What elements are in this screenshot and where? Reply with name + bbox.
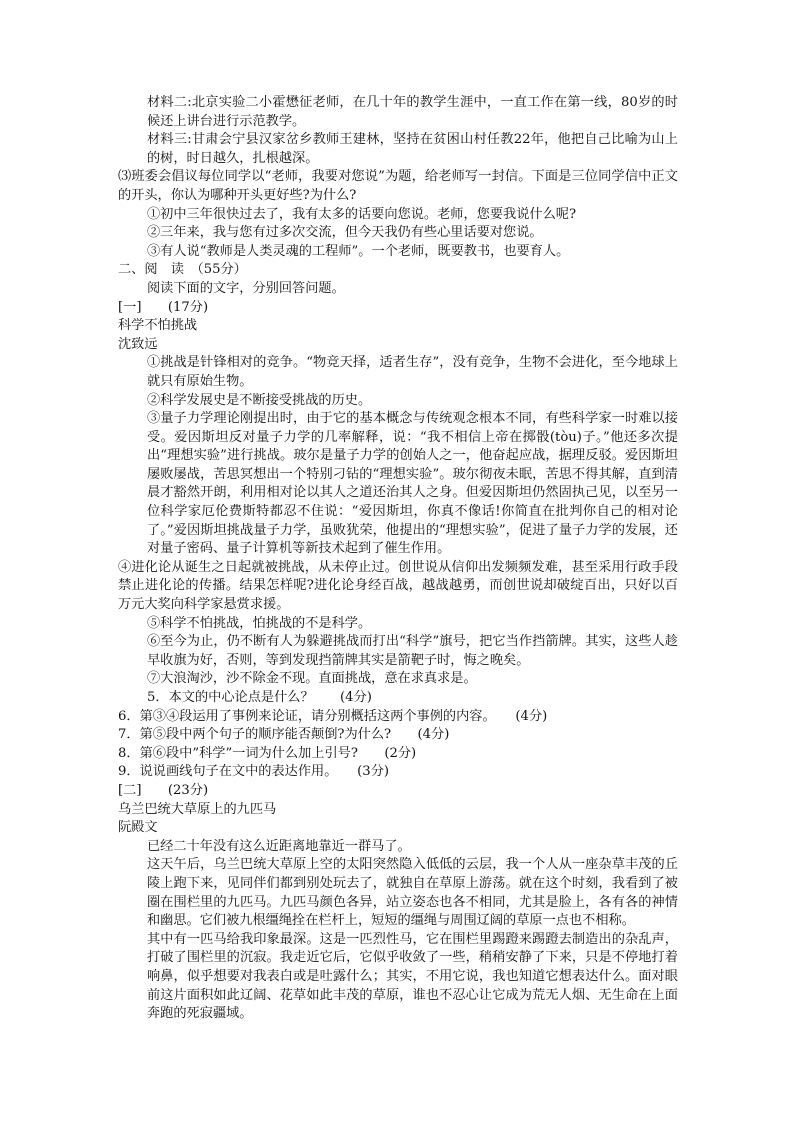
- article-1-title: 科学不怕挑战: [118, 318, 198, 334]
- article-1-author: 沈致远: [118, 336, 158, 352]
- article-1-paragraph-6: ⑥至今为止，仍不断有人为躲避挑战而打出“科学”旗号，把它当作挡箭牌。其实，这些人趁早收旗为好，否则，等到发现挡箭牌其实是箭靶子时，悔之晚矣。: [147, 634, 678, 668]
- article-2-paragraph-2: 这天午后，乌兰巴统大草原上空的太阳突然隐入低低的云层，我一个人从一座杂草丰茂的丘陵上跑下来，见同伴们都到别处玩去了，就独自在草原上游荡。就在这个时刻，我看到了被圈在围栏里的九匹马。九匹马颜色各异，站立姿态也各不相同，尤其是脸上，各有各的神情和幽思。它们被九根缰绳拴在栏杆上，短短的缰绳与周围辽阔的草原一点也不相称。: [147, 857, 678, 929]
- article-1-paragraph-1: ①挑战是针锋相对的竞争。“物竞天择，适者生存”，没有竞争，生物不会进化，至今地球上就只有原始生物。: [147, 355, 678, 389]
- question-9: 9．说说画线句子在文中的表达作用。 (3分): [118, 764, 390, 780]
- article-1-paragraph-5: ⑤科学不怕挑战，怕挑战的不是科学。: [147, 615, 372, 631]
- article-1-paragraph-3: ③量子力学理论刚提出时，由于它的基本概念与传统观念根本不同，有些科学家一时难以接受。爱因斯坦反对量子力学的几率解释，说：“我不相信上帝在掷骰(tòu)子。”他还多次提出“理想实验”进行挑战。玻尔是量子力学的创始人之一，他奋起应战，据理反驳。爱因斯坦屡败屡战，苦思冥想出一个特别刁钻的“理想实验”。玻尔彻夜未眠，苦思不得其解，直到清晨才豁然开朗，利用相对论以其人之道还治其人之身。但爱因斯坦仍然固执己见，以至另一位科学家厄伦费斯特都忍不住说：“爱因斯坦，你真不像话!你简直在批判你自己的相对论了。”爱因斯坦挑战量子力学，虽败犹荣，他提出的“理想实验”，促进了量子力学的发展，还对量子密码、量子计算机等新技术起到了催生作用。: [147, 411, 678, 557]
- material-2: 材料二:北京实验二小霍懋征老师，在几十年的教学生涯中，一直工作在第一线，80岁的时候还上讲台进行示范教学。: [147, 95, 678, 129]
- section-2-instruction: 阅读下面的文字，分别回答问题。: [147, 280, 345, 296]
- question-7: 7．第⑤段中两个句子的顺序能否颠倒?为什么? (4分): [118, 727, 450, 743]
- letter-opening-1: ①初中三年很快过去了，我有太多的话要向您说。老师，您要我说什么呢?: [147, 206, 577, 222]
- article-1-paragraph-4: ④进化论从诞生之日起就被挑战，从未停止过。创世说从信仰出发频频发难，甚至采用行政手段禁止进化论的传播。结果怎样呢?进化论身经百战，越战越勇，而创世说却破绽百出，只好以百万元大奖向科学家悬赏求援。: [118, 559, 678, 613]
- letter-opening-2: ②三年来，我与您有过多次交流，但今天我仍有些心里话要对您说。: [147, 225, 543, 241]
- article-2-author: 阮殿文: [118, 820, 158, 836]
- article-1-paragraph-7: ⑦大浪淘沙，沙不除金不现。直面挑战，意在求真求是。: [147, 671, 477, 687]
- exam-page: [118, 94, 678, 1024]
- letter-opening-3: ③有人说“教师是人类灵魂的工程师”。一个老师，既要教书，也要育人。: [147, 243, 570, 259]
- question-5: 5．本文的中心论点是什么？ (4分): [147, 690, 372, 705]
- article-2-paragraph-1: 已经二十年没有这么近距离地靠近一群马了。: [147, 838, 411, 854]
- question-3-prompt: ⑶班委会倡议每位同学以“老师，我要对您说”为题，给老师写一封信。下面是三位同学信中正文的开头，你认为哪种开头更好些?为什么?: [118, 169, 678, 203]
- part-1-header: [一] (17分): [118, 299, 209, 315]
- question-6: 6．第③④段运用了事例来论证，请分别概括这两个事例的内容。 (4分): [118, 708, 548, 724]
- article-1-paragraph-2: ②科学发展史是不断接受挑战的历史。: [147, 392, 372, 408]
- question-8: 8．第⑥段中”科学”一词为什么加上引号? (2分): [118, 745, 417, 761]
- material-3: 材料三:甘肃会宁县汉家岔乡教师王建林，坚持在贫困山村任教22年，他把自己比喻为山上的树，时日越久，扎根越深。: [147, 132, 678, 166]
- article-2-title: 乌兰巴统大草原上的九匹马: [118, 801, 277, 817]
- section-2-title: 二、阅 读 （55分）: [118, 262, 247, 278]
- article-2-paragraph-3: 其中有一匹马给我印象最深。这是一匹烈性马，它在围栏里踢蹬来踢蹬去制造出的杂乱声，打破了围栏里的沉寂。我走近它后，它似乎收敛了一些，稍稍安静了下来，只是不停地打着响鼻，似乎想要对我表白或是吐露什么；其实，不用它说，我也知道它想表达什么。面对眼前这片面积如此辽阔、花草如此丰茂的草原，谁也不忍心让它成为荒无人烟、无生命在上面奔跑的死寂疆域。: [147, 931, 678, 1022]
- part-2-header: [二] (23分): [118, 782, 209, 798]
